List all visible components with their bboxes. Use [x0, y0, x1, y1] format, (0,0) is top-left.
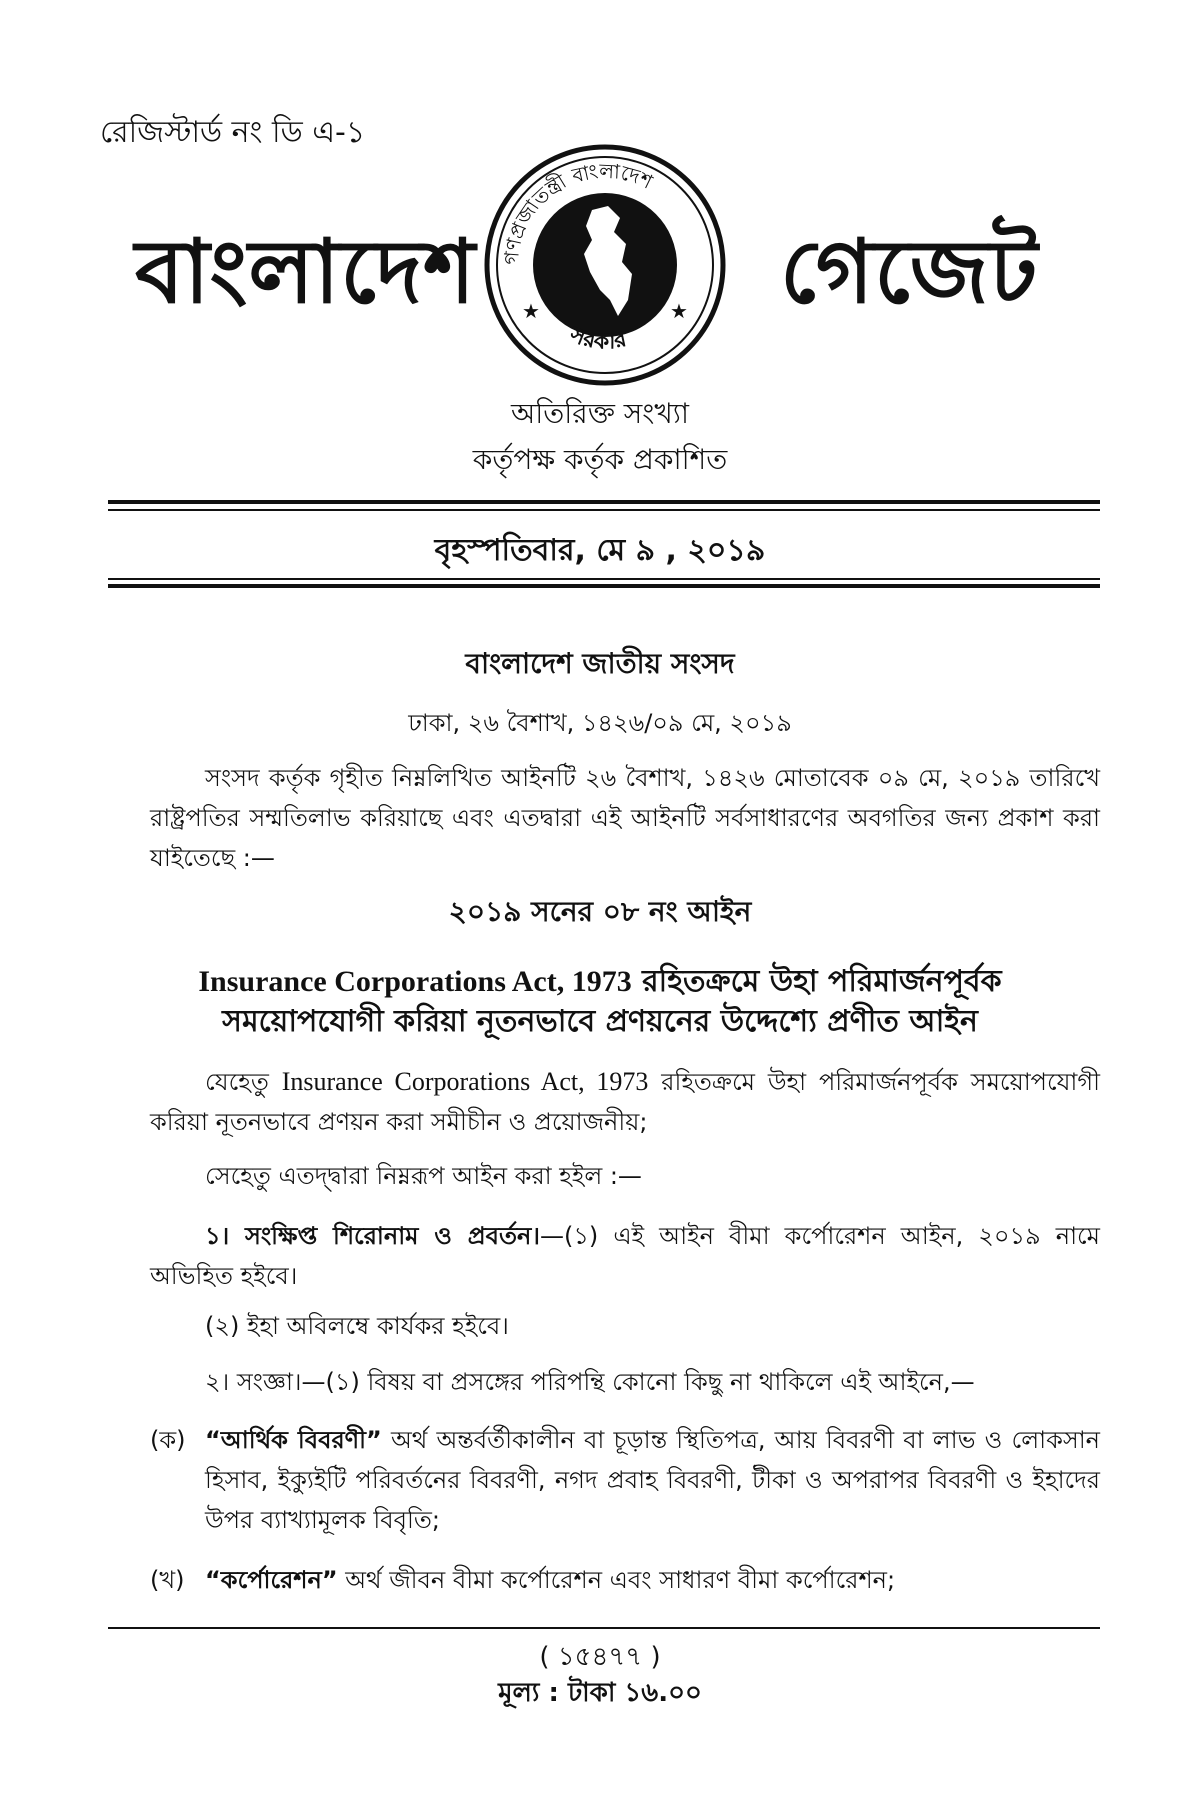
header-rule-bottom-thin: [108, 578, 1100, 580]
header-rule-top: [108, 500, 1100, 504]
act-number: ২০১৯ সনের ০৮ নং আইন: [448, 895, 752, 928]
act-title-bangla-2: সময়োপযোগী করিয়া নূতনভাবে প্রণয়নের উদ্দেশ্যে প্রণীত আইন: [222, 1004, 978, 1039]
whereas-lead: যেহেতু: [205, 1068, 282, 1096]
page-number: ( ১৫৪৭৭ ): [539, 1642, 661, 1672]
whereas-paragraph: [150, 1062, 1100, 1142]
government-seal-icon: [480, 140, 730, 390]
definition-ka-term: “আর্থিক বিবরণী”: [205, 1426, 382, 1454]
section-2-heading: ২। সংজ্ঞা।: [205, 1368, 302, 1396]
definition-ka: [150, 1420, 1100, 1540]
svg-text:★: ★: [522, 299, 540, 323]
section-1-text: —(১) এই আইন বীমা কর্পোরেশন আইন, ২০১৯ নামে অভিহিত হইবে।: [150, 1222, 1100, 1290]
section-1-heading: ১। সংক্ষিপ্ত শিরোনাম ও প্রবর্তন।: [205, 1222, 540, 1250]
seal-bottom-text: সরকার: [566, 322, 629, 355]
registered-number: রেজিস্টার্ড নং ডি এ-১: [100, 115, 366, 150]
header-rule-bottom: [108, 584, 1100, 588]
svg-text:★: ★: [670, 299, 688, 323]
seal-top-text: গণপ্রজাতন্ত্রী বাংলাদেশ: [498, 158, 657, 266]
header-rule-top-thin: [108, 509, 1100, 511]
issue-date: বৃহস্পতিবার, মে ৯ , ২০১৯: [434, 533, 766, 568]
act-title: [100, 962, 1100, 1042]
intro-paragraph: সংসদ কর্তৃক গৃহীত নিম্নলিখিত আইনটি ২৬ বৈশাখ, ১৪২৬ মোতাবেক ০৯ মে, ২০১৯ তারিখে রাষ্ট্রপতির সম্মতিলাভ করিয়াছে এবং এতদ্বারা এই আইনটি সর্বসাধারণের অবগতির জন্য প্রকাশ করা যাইতেছে :—: [150, 764, 1100, 872]
section-2-text: —(১) বিষয় বা প্রসঙ্গের পরিপন্থি কোনো কিছু না থাকিলে এই আইনে,—: [301, 1368, 975, 1396]
definition-ka-label: (ক): [150, 1426, 186, 1454]
section-1-sub-2: (২) ইহা অবিলম্বে কার্যকর হইবে।: [205, 1312, 509, 1340]
extra-issue-label: অতিরিক্ত সংখ্যা: [511, 397, 689, 430]
definition-kha-term: “কর্পোরেশন”: [205, 1566, 338, 1594]
gazette-title-left: বাংলাদেশ: [135, 220, 477, 323]
gazette-title-right: গেজেট: [780, 220, 1039, 323]
price-label: মূল্য : টাকা ১৬.০০: [498, 1678, 702, 1708]
act-title-english: Insurance Corporations Act, 1973: [198, 965, 632, 998]
section-1: [150, 1216, 1100, 1296]
definition-kha-label: (খ): [150, 1566, 185, 1594]
definition-kha: [150, 1560, 1100, 1600]
section-2: [150, 1362, 1100, 1402]
footer-rule: [108, 1627, 1100, 1629]
published-by-label: কর্তৃপক্ষ কর্তৃক প্রকাশিত: [472, 443, 728, 476]
parliament-heading: বাংলাদেশ জাতীয় সংসদ: [465, 647, 735, 680]
dateline: ঢাকা, ২৬ বৈশাখ, ১৪২৬/০৯ মে, ২০১৯: [408, 709, 792, 737]
whereas-rest: রহিতক্রমে উহা পরিমার্জনপূর্বক সময়োপযোগী করিয়া নূতনভাবে প্রণয়ন করা সমীচীন ও প্রয়োজনীয়;: [150, 1068, 1100, 1136]
definition-kha-text: অর্থ জীবন বীমা কর্পোরেশন এবং সাধারণ বীমা কর্পোরেশন;: [337, 1566, 896, 1594]
whereas-english: Insurance Corporations Act, 1973: [281, 1067, 649, 1096]
therefore-paragraph: সেহেতু এতদ্দ্বারা নিম্নরূপ আইন করা হইল :—: [205, 1162, 642, 1190]
act-title-bangla-1: রহিতক্রমে উহা পরিমার্জনপূর্বক: [631, 964, 1002, 999]
definition-ka-text: অর্থ অন্তর্বর্তীকালীন বা চূড়ান্ত স্থিতিপত্র, আয় বিবরণী বা লাভ ও লোকসান হিসাব, ইক্যুইটি পরিবর্তনের বিবরণী, নগদ প্রবাহ বিবরণী, টীকা ও অপরাপর বিবরণী ও ইহাদের উপর ব্যাখ্যামূলক বিবৃতি;: [205, 1426, 1100, 1534]
